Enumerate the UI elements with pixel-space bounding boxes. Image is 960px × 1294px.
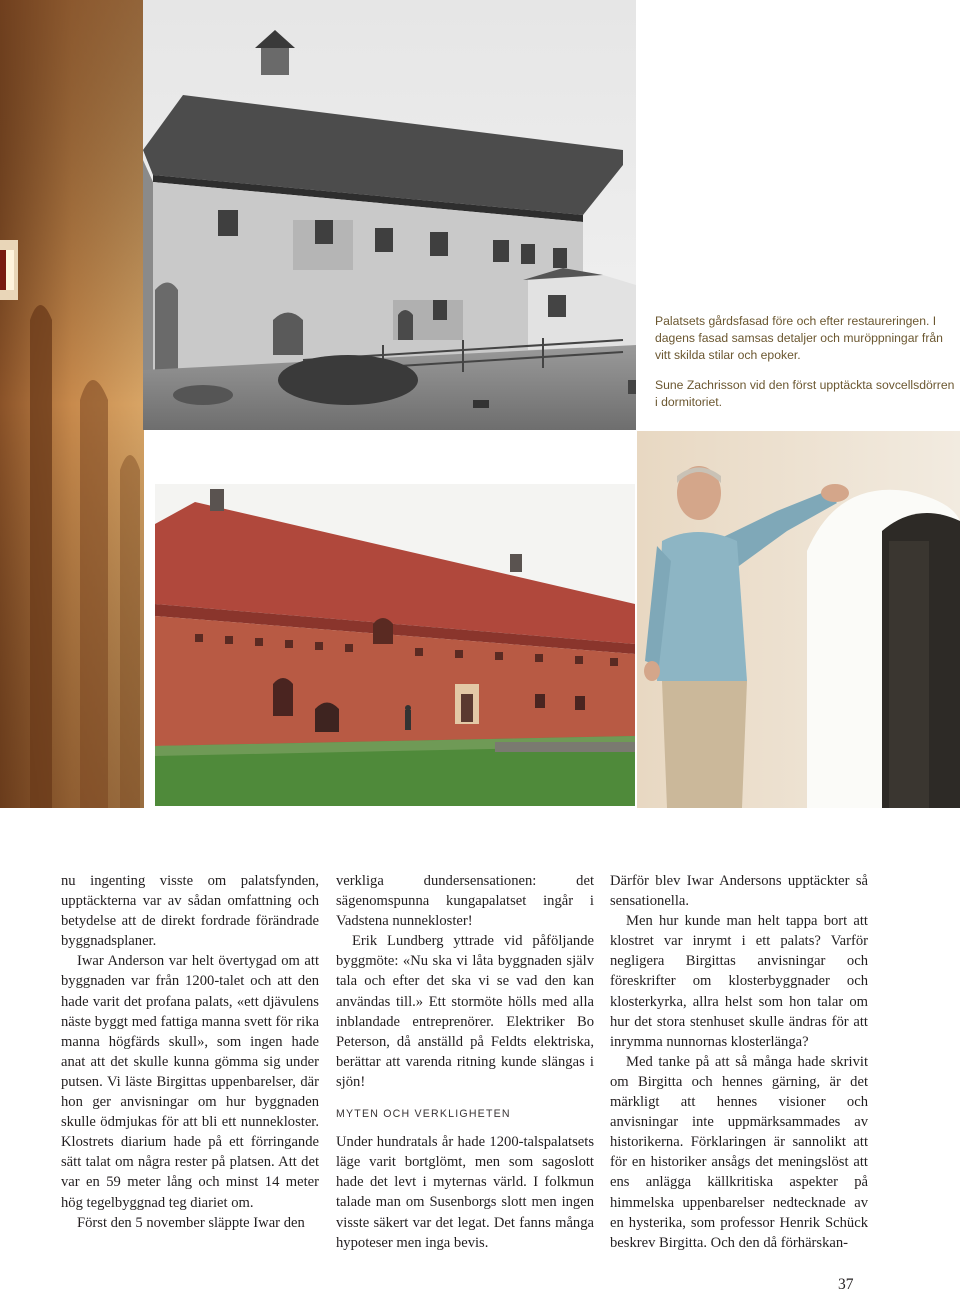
corridor-photo	[0, 0, 144, 808]
paragraph: nu ingenting visste om palatsfynden, upptäckterna var av sådan omfattning och betydelse att de direkt fordrade förändrade byggnadsplaner.	[61, 873, 319, 950]
palace-facade-after-photo	[155, 484, 635, 806]
man-at-door-photo	[637, 431, 960, 808]
facade-caption: Palatsets gårdsfasad före och efter restaureringen. I dagens fasad samsas detaljer och muröppningar från vitt skilda stilar och epoker.	[655, 314, 943, 363]
paragraph: Under hundratals år hade 1200-talspalatsets läge varit bortglömt, men som sagoslott hade det levt i myternas värld. I folkmun talade man om Susenborgs slott men ingen visste säkert var det legat. Det fanns många hypoteser men inga bevis.	[336, 1134, 594, 1251]
paragraph: Därför blev Iwar Andersons upptäckter så sensationella.	[610, 873, 868, 910]
text-column-2	[336, 871, 594, 1253]
palace-facade-before-photo	[143, 0, 636, 430]
text-column-1	[61, 871, 319, 1233]
section-heading: MYTEN OCH VERKLIGHETEN	[336, 1108, 511, 1121]
paragraph: Men hur kunde man helt tappa bort att klostret var inrymt i ett palats? Varför negligera Birgittas anvisningar och föreskrifter om klosterbyggnader och klosterkyrka, allra helst som hon talar om hur det stora stenhuset skulle ändras för att inrymma nunnornas klosterlänga?	[610, 913, 868, 1050]
text-column-3	[610, 871, 868, 1253]
paragraph: Iwar Anderson var helt övertygad om att byggnaden var från 1200-talet och att den hade varit det profana palats, «ett djävulens näste byggt med fattiga manna svett för rika manna högfärds skull», som ingen hade anat att det skulle kunna gömma sig under putsen. Vi läste Birgittas uppenbarelser, där hon ger anvisningar om hur byggnaden skulle ödmjukas för att bli ett nunnekloster. Klostrets diarium hade på ett förringande sätt talat om några rester på platsen. Att det var en 59 meter lång och minst 14 meter hög tegelbyggnad teg diariet om.	[61, 953, 319, 1211]
paragraph: Erik Lundberg yttrade vid påföljande byggmöte: «Nu ska vi låta byggnaden själv tala och efter det ska vi se vad den kan användas till.» Ett stormöte hölls med alla inblandade entreprenörer. Elektriker Bo Peterson, då anställd på Feldts elektriska, berättar att varenda ritning kunde slängas i sjön!	[336, 933, 594, 1090]
photo-captions	[655, 313, 955, 423]
paragraph: Först den 5 november släppte Iwar den	[77, 1214, 305, 1231]
page-number: 37	[838, 1276, 854, 1293]
paragraph: Med tanke på att så många hade skrivit om Birgitta och hennes gärning, är det märkligt att hennes visioner och anvisningar inte uppmärksammades av historikerna. Förklaringen är sannolikt att för en historiker ansågs det meningslöst att ens anlägga källkritiska aspekter på himmelska uppenbarelser nedtecknade av en hysterika, som professor Henrik Schück beskrev Birgitta. Och den då förhärskan-	[610, 1053, 868, 1251]
person-caption: Sune Zachrisson vid den först upptäckta sovcellsdörren i dormitoriet.	[655, 377, 955, 409]
paragraph: verkliga dundersensationen: det sägenomspunna kungapalatset ingår i Vadstena nunnekloster!	[336, 873, 594, 930]
